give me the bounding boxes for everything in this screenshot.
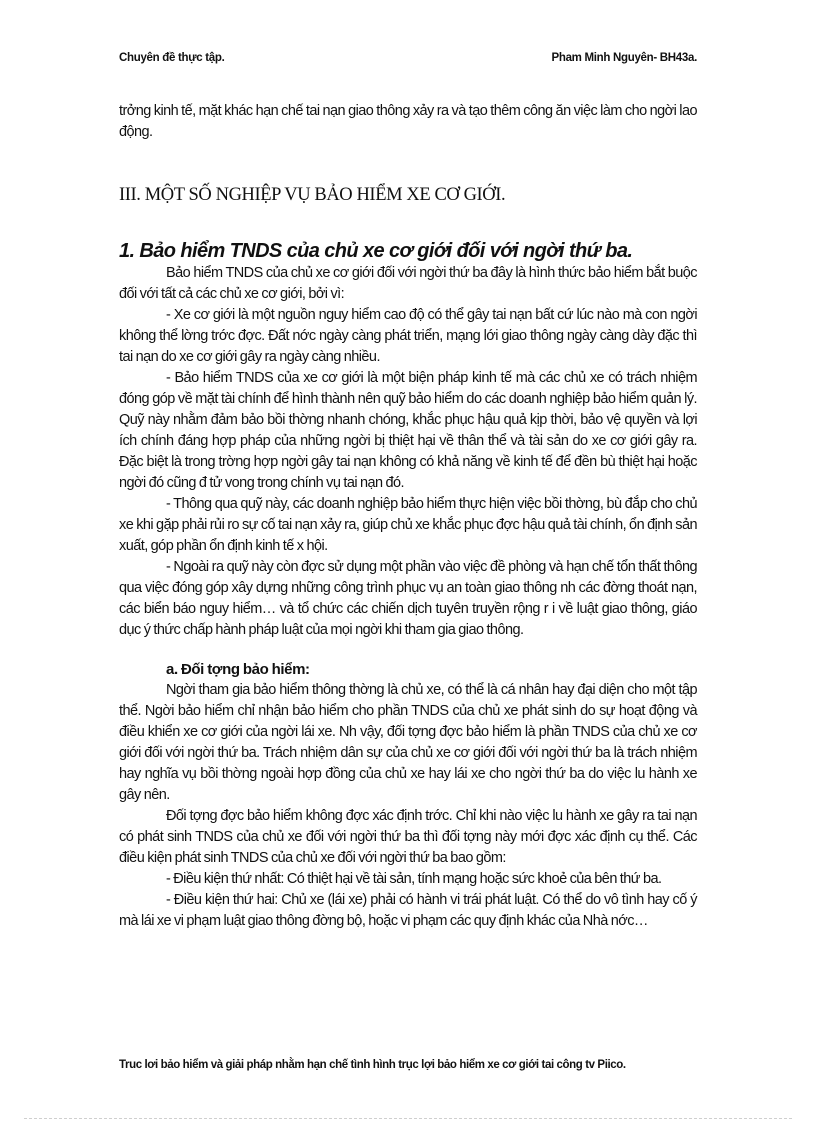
- section-title: III. MỘT SỐ NGHIỆP VỤ BẢO HIỂM XE CƠ GIỚI.: [119, 185, 506, 205]
- subsection-title: 1. Bảo hiểm TNDS của chủ xe cơ giới đối với ngời thứ ba.: [119, 240, 633, 262]
- header-left: Chuyên đề thực tập.: [119, 52, 225, 64]
- paragraph-5: - Ngoài ra quỹ này còn đợc sử dụng một phần vào việc đề phòng và hạn chế tổn thất thông qua việc đóng góp xây dựng những công trình phục vụ an toàn giao thông nh các đờng thoát nạn, các biển báo nguy hiểm… và tổ chức các chiến dịch tuyên truyền rộng r i về luật giao thông, giáo dục ý thức chấp hành pháp luật của mọi ngời khi tham gia giao thông.: [119, 559, 697, 638]
- page-footer: Truc lơi bảo hiểm và giải pháp nhằm hạn chế tình hình trục lợi bảo hiểm xe cơ giới tai công tv Piico.: [119, 1059, 626, 1071]
- paragraph-a-1: Ngời tham gia bảo hiểm thông thờng là chủ xe, có thể là cá nhân hay đại diện cho một tập thể. Ngời bảo hiểm chỉ nhận bảo hiểm cho phần TNDS của chủ xe phát sinh do sự hoạt động và điều khiển xe cơ giới của ngời lái xe. Nh vậy, đối tợng đợc bảo hiểm là phần TNDS của chủ xe cơ giới đối với ngời thứ ba. Trách nhiệm dân sự của chủ xe cơ giới đối với ngời thứ ba là trách nhiệm hay nghĩa vụ bồi thờng ngoài hợp đồng của chủ xe hay lái xe cho ngời thứ ba do việc lu hành xe gây nên.: [119, 682, 697, 803]
- page-bottom-divider: [24, 1118, 792, 1119]
- paragraph-3: - Bảo hiểm TNDS của xe cơ giới là một biện pháp kinh tế mà các chủ xe có trách nhiệm đóng góp về mặt tài chính để hình thành nên quỹ bảo hiểm do các doanh nghiệp bảo hiểm quản lý. Quỹ này nhằm đảm bảo bồi thờng nhanh chóng, khắc phục hậu quả kịp thời, bảo vệ quyền và lợi ích chính đáng hợp pháp của những ngời bị thiệt hại về thân thể và tài sản do xe cơ giới gây ra. Đặc biệt là trong trờng hợp ngời gây tai nạn không có khả năng về kinh tế để đền bù thiệt hại hoặc ngời đó cũng đ tử vong trong chính vụ tai nạn đó.: [119, 370, 697, 491]
- intro-text: trởng kinh tế, mặt khác hạn chế tai nạn giao thông xảy ra và tạo thêm công ăn việc làm cho ngời lao động.: [119, 103, 697, 140]
- paragraph-a-4: - Điều kiện thứ hai: Chủ xe (lái xe) phải có hành vi trái phát luật. Có thể do vô tình hay cố ý mà lái xe vi phạm luật giao thông đờng bộ, hoặc vi phạm các quy định khác của Nhà nớc…: [119, 892, 697, 929]
- paragraph-4: - Thông qua quỹ này, các doanh nghiệp bảo hiểm thực hiện việc bồi thờng, bù đắp cho chủ xe khi gặp phải rủi ro sự cố tai nạn xảy ra, giúp chủ xe khắc phục đợc hậu quả tài chính, ổn định sản xuất, góp phần ổn định kinh tế x hội.: [119, 496, 697, 554]
- paragraph-1: Bảo hiểm TNDS của chủ xe cơ giới đối với ngời thứ ba đây là hình thức bảo hiểm bắt buộc đối với tất cả các chủ xe cơ giới, bởi vì:: [119, 265, 697, 302]
- paragraph-2: - Xe cơ giới là một nguồn nguy hiểm cao độ có thể gây tai nạn bất cứ lúc nào mà con ngời không thể lờng trớc đợc. Đất nớc ngày càng phát triển, mạng lới giao thông ngày càng dày đặc thì tai nạn do xe cơ giới gây ra ngày càng nhiều.: [119, 307, 697, 365]
- paragraph-a-3: - Điều kiện thứ nhất: Có thiệt hại về tài sản, tính mạng hoặc sức khoẻ của bên thứ ba.: [166, 871, 662, 887]
- page-body: [119, 101, 697, 932]
- heading-a: a. Đối tợng bảo hiểm:: [166, 661, 310, 678]
- header-right: Pham Minh Nguyên- BH43a.: [551, 52, 697, 64]
- paragraph-a-2: Đối tợng đợc bảo hiểm không đợc xác định trớc. Chỉ khi nào việc lu hành xe gây ra tai nạn có phát sinh TNDS của chủ xe đối với ngời thứ ba thì đối tợng này mới đợc xác định cụ thể. Các điều kiện phát sinh TNDS của chủ xe đối với ngời thứ ba bao gồm:: [119, 808, 697, 866]
